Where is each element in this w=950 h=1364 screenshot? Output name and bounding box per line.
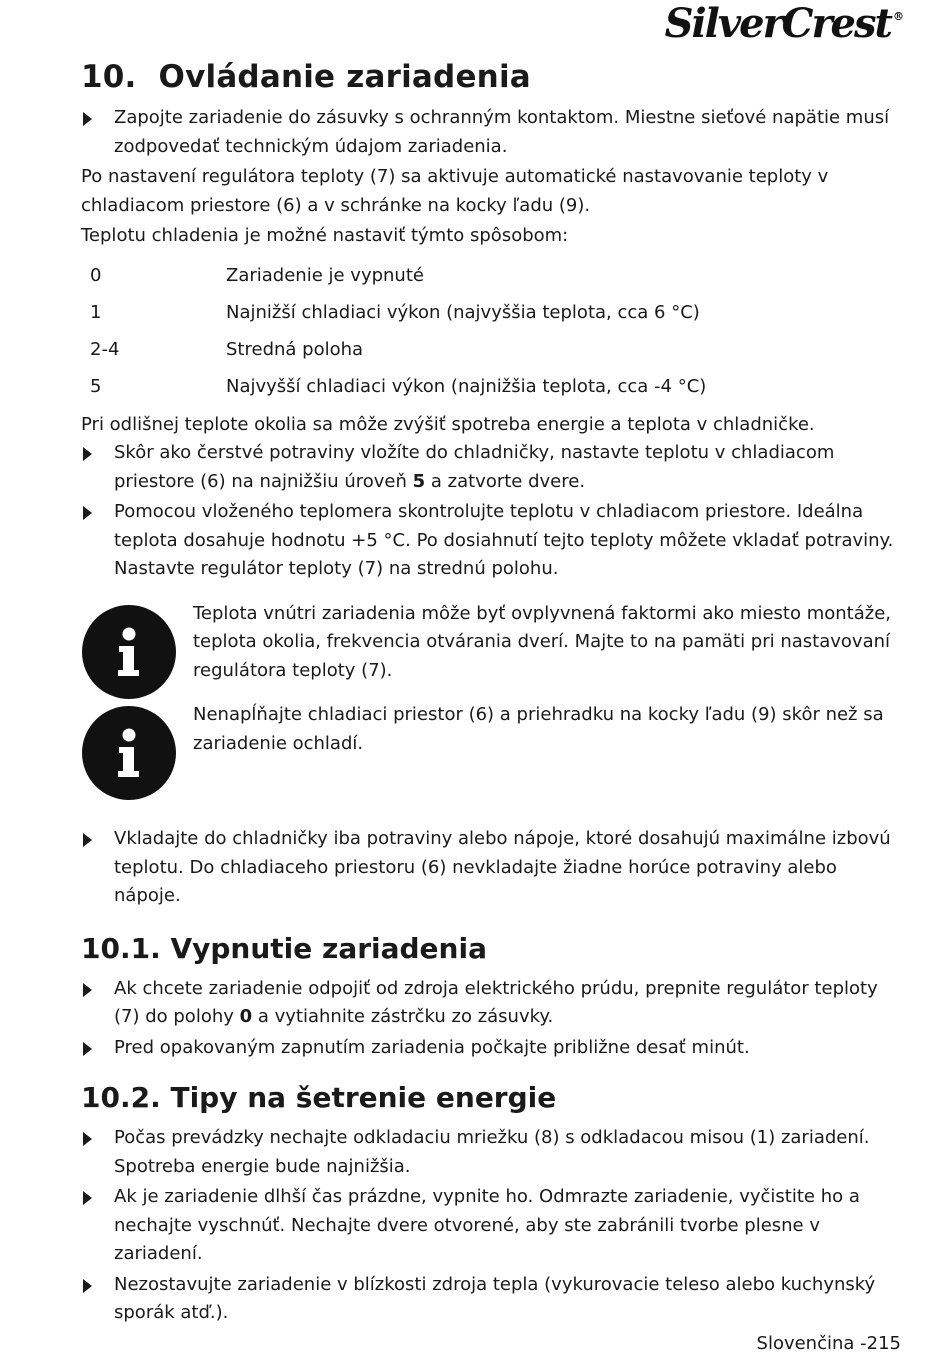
- bullet-text: Pred opakovaným zapnutím zariadenia počkajte približne desať minút.: [114, 1036, 750, 1058]
- bullet-text: Počas prevádzky nechajte odkladaciu mriežku (8) s odkladacou misou (1) zariadení. Spotreba energie bude najnižšia.: [114, 1127, 870, 1177]
- table-row: [90, 294, 901, 331]
- section-title: Ovládanie zariadenia: [158, 59, 531, 95]
- level-value: 1: [90, 301, 102, 323]
- bullet-text-before: Ak chcete zariadenie odpojiť od zdroja elektrického prúdu, prepnite regulátor teploty (7) do polohy: [114, 977, 878, 1027]
- bullet-item: [81, 439, 901, 496]
- paragraph: Po nastavení regulátora teploty (7) sa aktivuje automatické nastavovanie teploty v chladiacom priestore (6) a v schránke na kocky ľadu (9).: [81, 166, 829, 216]
- triangle-bullet-icon: [83, 1191, 92, 1205]
- section-heading: [81, 54, 901, 100]
- bullet-text: Ak je zariadenie dlhší čas prázdne, vypnite ho. Odmrazte zariadenie, vyčistite ho a nechajte vyschnúť. Nechajte dvere otvorené, aby ste zabránili tvorbe plesne v zariadení.: [114, 1186, 860, 1264]
- brand-logo: [665, 0, 904, 47]
- info-text: Nenapĺňajte chladiaci priestor (6) a priehradku na kocky ľadu (9) skôr než sa zariadenie ochladí.: [193, 704, 884, 754]
- bullet-item: [81, 825, 901, 911]
- registered-mark: ®: [893, 10, 904, 23]
- triangle-bullet-icon: [83, 112, 92, 126]
- triangle-bullet-icon: [83, 1042, 92, 1056]
- triangle-bullet-icon: [83, 833, 92, 847]
- level-value: 0: [90, 264, 102, 286]
- info-icon: [81, 705, 177, 801]
- bullet-bold-value: 5: [412, 470, 426, 492]
- bullet-text: Vkladajte do chladničky iba potraviny alebo nápoje, ktoré dosahujú maximálne izbovú teplotu. Do chladiaceho priestoru (6) nevkladajte žiadne horúce potraviny alebo nápoje.: [114, 828, 891, 906]
- brand-logo-text: SilverCrest: [664, 0, 891, 47]
- level-value: 2-4: [90, 338, 120, 360]
- triangle-bullet-icon: [83, 1132, 92, 1146]
- bullet-text: Pomocou vloženého teplomera skontrolujte teplotu v chladiacom priestore. Ideálna teplota dosahuje hodnotu +5 °C. Po dosiahnutí tejto teploty môžete vkladať potraviny. Nastavte regulátor teploty (7) na strednú polohu.: [114, 501, 894, 579]
- bullet-item: [81, 1183, 901, 1269]
- bullet-item: [81, 498, 901, 584]
- section-number: 10.: [81, 59, 137, 95]
- level-description: Stredná poloha: [226, 338, 364, 360]
- table-row: [90, 368, 901, 405]
- triangle-bullet-icon: [83, 506, 92, 520]
- bullet-item: [81, 1124, 901, 1181]
- triangle-bullet-icon: [83, 447, 92, 461]
- temperature-levels-table: [90, 257, 901, 405]
- paragraph: Teplotu chladenia je možné nastaviť týmto spôsobom:: [81, 225, 569, 246]
- bullet-text: Zapojte zariadenie do zásuvky s ochranným kontaktom. Miestne sieťové napätie musí zodpovedať technickým údajom zariadenia.: [114, 107, 890, 157]
- bullet-item: [81, 1034, 901, 1063]
- info-icon: [81, 604, 177, 700]
- info-note: [81, 701, 901, 813]
- level-description: Najvyšší chladiaci výkon (najnižšia teplota, cca -4 °C): [226, 375, 707, 397]
- table-row: [90, 331, 901, 368]
- table-row: [90, 257, 901, 294]
- bullet-item: [81, 104, 901, 161]
- subsection-heading: 10.1. Vypnutie zariadenia: [81, 931, 487, 965]
- bullet-text-after: a vytiahnite zástrčku zo zásuvky.: [252, 1006, 554, 1027]
- triangle-bullet-icon: [83, 1279, 92, 1293]
- level-description: Zariadenie je vypnuté: [226, 264, 424, 286]
- page-footer: Slovenčina -215: [756, 1333, 901, 1354]
- bullet-text-after: a zatvorte dvere.: [425, 470, 586, 492]
- paragraph: Pri odlišnej teplote okolia sa môže zvýšiť spotreba energie a teplota v chladničke.: [81, 413, 815, 435]
- subsection-heading: 10.2. Tipy na šetrenie energie: [81, 1081, 557, 1114]
- triangle-bullet-icon: [83, 983, 92, 997]
- bullet-item: [81, 975, 901, 1032]
- level-description: Najnižší chladiaci výkon (najvyššia teplota, cca 6 °C): [226, 301, 700, 323]
- info-note: [81, 600, 901, 686]
- bullet-text: Nezostavujte zariadenie v blízkosti zdroja tepla (vykurovacie teleso alebo kuchynský sporák atď.).: [114, 1273, 876, 1323]
- page-content: [81, 54, 901, 1328]
- info-text: Teplota vnútri zariadenia môže byť ovplyvnená faktormi ako miesto montáže, teplota okolia, frekvencia otvárania dverí. Majte to na pamäti pri nastavovaní regulátora teploty (7).: [193, 602, 891, 681]
- level-value: 5: [90, 375, 102, 397]
- bullet-text-before: Skôr ako čerstvé potraviny vložíte do chladničky, nastavte teplotu v chladiacom priestore (6) na najnižšiu úroveň: [114, 442, 835, 492]
- bullet-bold-value: 0: [239, 1006, 253, 1027]
- bullet-item: [81, 1271, 901, 1328]
